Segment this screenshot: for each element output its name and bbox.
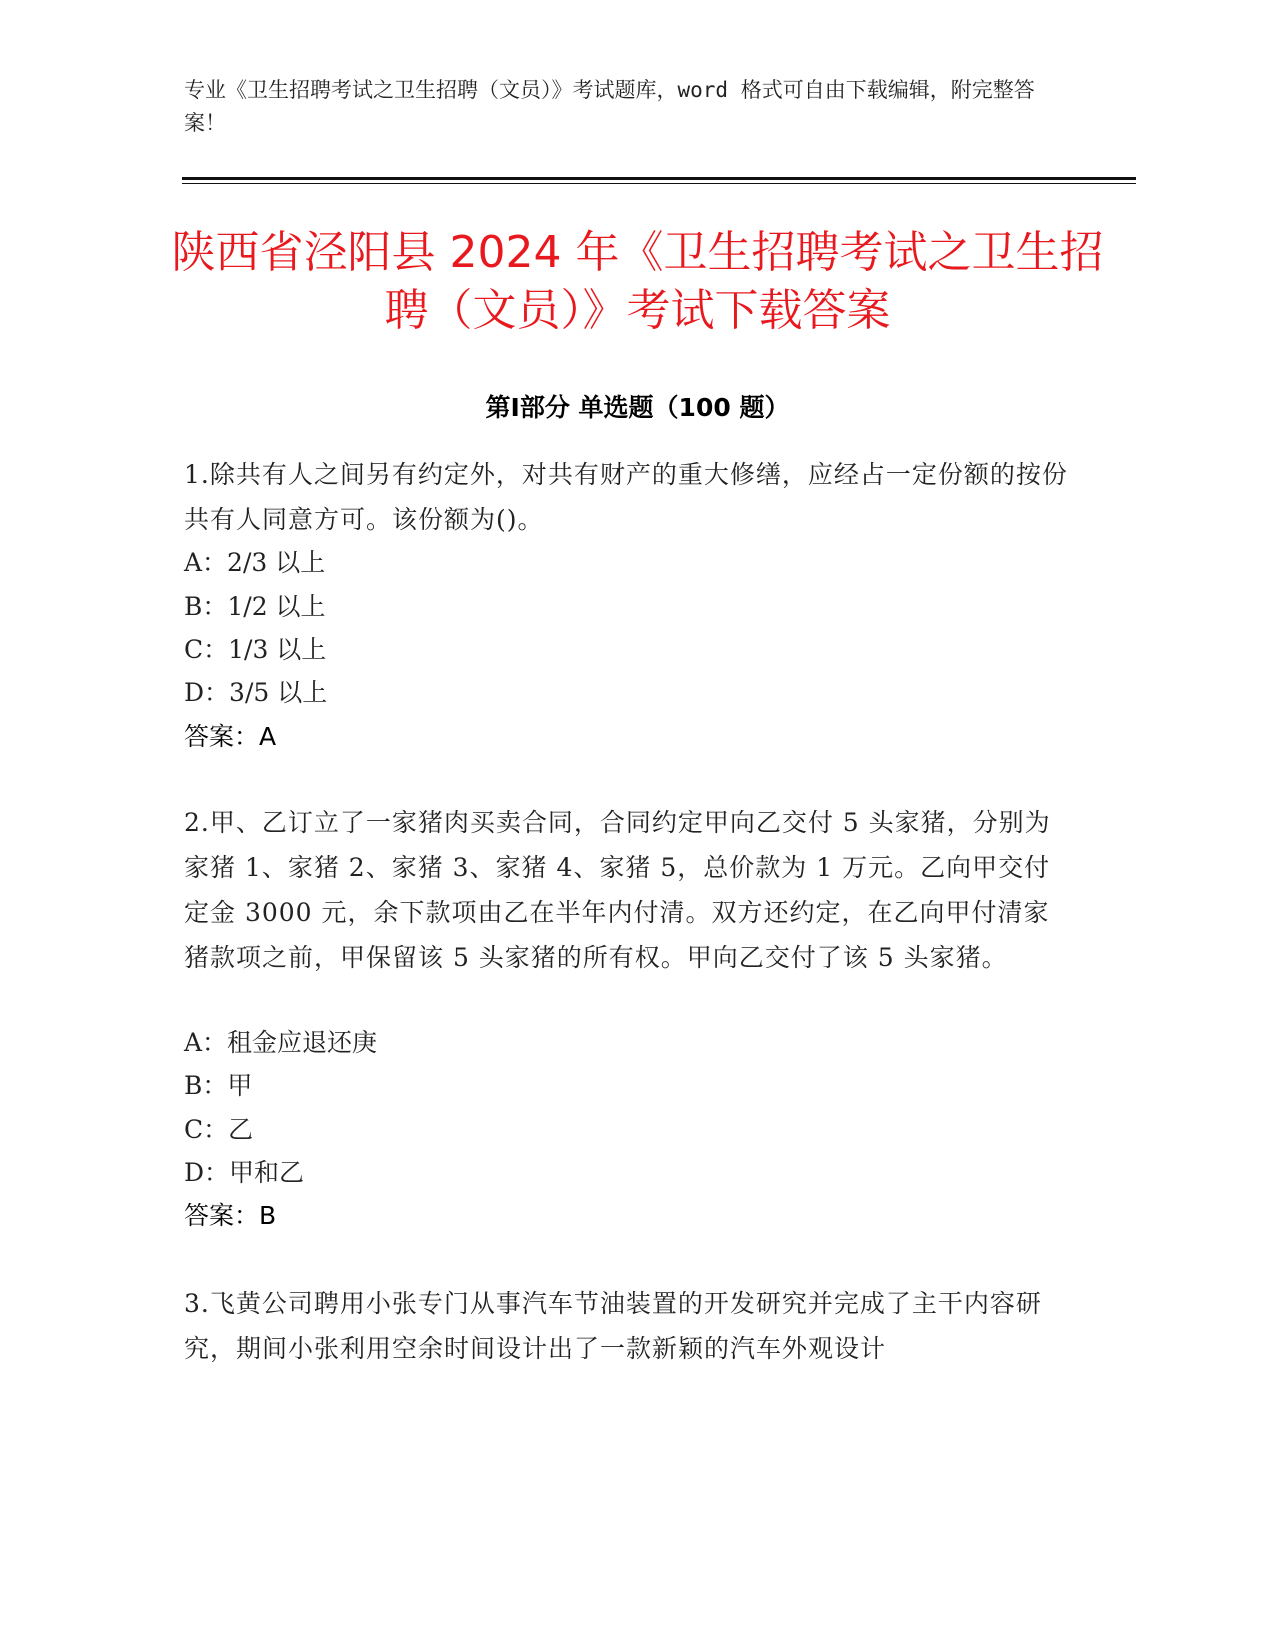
- question-3-stem: 3.飞黄公司聘用小张专门从事汽车节油装置的开发研究并完成了主干内容研究，期间小张利用空余时间设计出了一款新颖的汽车外观设计: [184, 1289, 1042, 1363]
- question-2-answer: 答案：B: [184, 1201, 277, 1230]
- question-2-option-d: D：甲和乙: [184, 1158, 305, 1187]
- question-1-option-d: D：3/5 以上: [184, 678, 328, 707]
- question-2-option-c: C：乙: [184, 1115, 254, 1144]
- question-2-option-a: A：租金应退还庚: [184, 1028, 378, 1057]
- document-title: 陕西省泾阳县 2024 年《卫生招聘考试之卫生招聘（文员）》考试下载答案: [171, 227, 1104, 336]
- question-2-stem: 2.甲、乙订立了一家猪肉买卖合同，合同约定甲向乙交付 5 头家猪，分别为家猪 1、家猪 2、家猪 3、家猪 4、家猪 5，总价款为 1 万元。乙向甲交付定金 3000 元，余下款项由乙在半年内付清。双方还约定，在乙向甲付清家猪款项之前，甲保留该 5 头家猪的所有权。甲向乙交付了该 5 头家猪。: [184, 808, 1051, 972]
- question-1-option-c: C：1/3 以上: [184, 635, 327, 664]
- header-divider-thin: [182, 183, 1136, 184]
- header-note: 专业《卫生招聘考试之卫生招聘（文员）》考试题库，word 格式可自由下载编辑，附完整答案！: [184, 78, 1035, 135]
- question-1-option-a: A：2/3 以上: [184, 548, 326, 577]
- question-2-option-b: B：甲: [184, 1071, 253, 1100]
- section-heading: 第Ⅰ部分 单选题（100 题）: [485, 393, 790, 422]
- question-1-answer: 答案：A: [184, 722, 277, 751]
- question-1-option-b: B：1/2 以上: [184, 592, 326, 621]
- header-divider-thick: [182, 177, 1136, 180]
- question-1-stem: 1.除共有人之间另有约定外，对共有财产的重大修缮，应经占一定份额的按份共有人同意方可。该份额为()。: [184, 460, 1068, 534]
